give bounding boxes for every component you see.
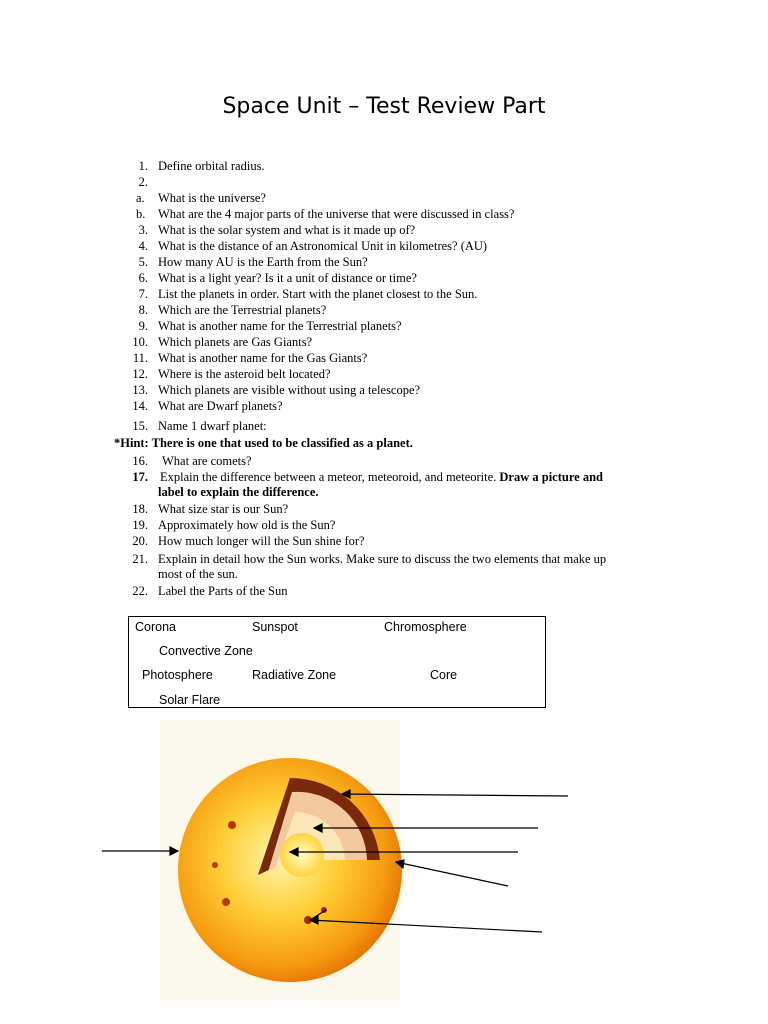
question-17-continuation: label to explain the difference. bbox=[158, 485, 319, 499]
hint-text: *Hint: There is one that used to be classified as a planet. bbox=[114, 436, 413, 450]
page-title: Space Unit – Test Review Part bbox=[222, 94, 546, 119]
sunspot-mark bbox=[222, 898, 230, 906]
term-chromosphere: Chromosphere bbox=[384, 620, 467, 634]
term-sunspot: Sunspot bbox=[252, 620, 298, 634]
question-21-continuation: most of the sun. bbox=[158, 567, 238, 581]
question-17-text: Explain the difference between a meteor, meteoroid, and meteorite. Draw a picture and bbox=[160, 470, 603, 484]
term-radiative-zone: Radiative Zone bbox=[252, 668, 337, 682]
term-solar-flare: Solar Flare bbox=[159, 693, 221, 707]
sunspot-mark bbox=[228, 821, 236, 829]
term-convective-zone: Convective Zone bbox=[159, 644, 253, 658]
term-core: Core bbox=[430, 668, 458, 682]
term-corona: Corona bbox=[135, 620, 176, 634]
word-bank-box bbox=[128, 616, 546, 708]
term-photosphere: Photosphere bbox=[142, 668, 213, 682]
sun-diagram bbox=[0, 720, 768, 1020]
sunspot-mark bbox=[212, 862, 218, 868]
